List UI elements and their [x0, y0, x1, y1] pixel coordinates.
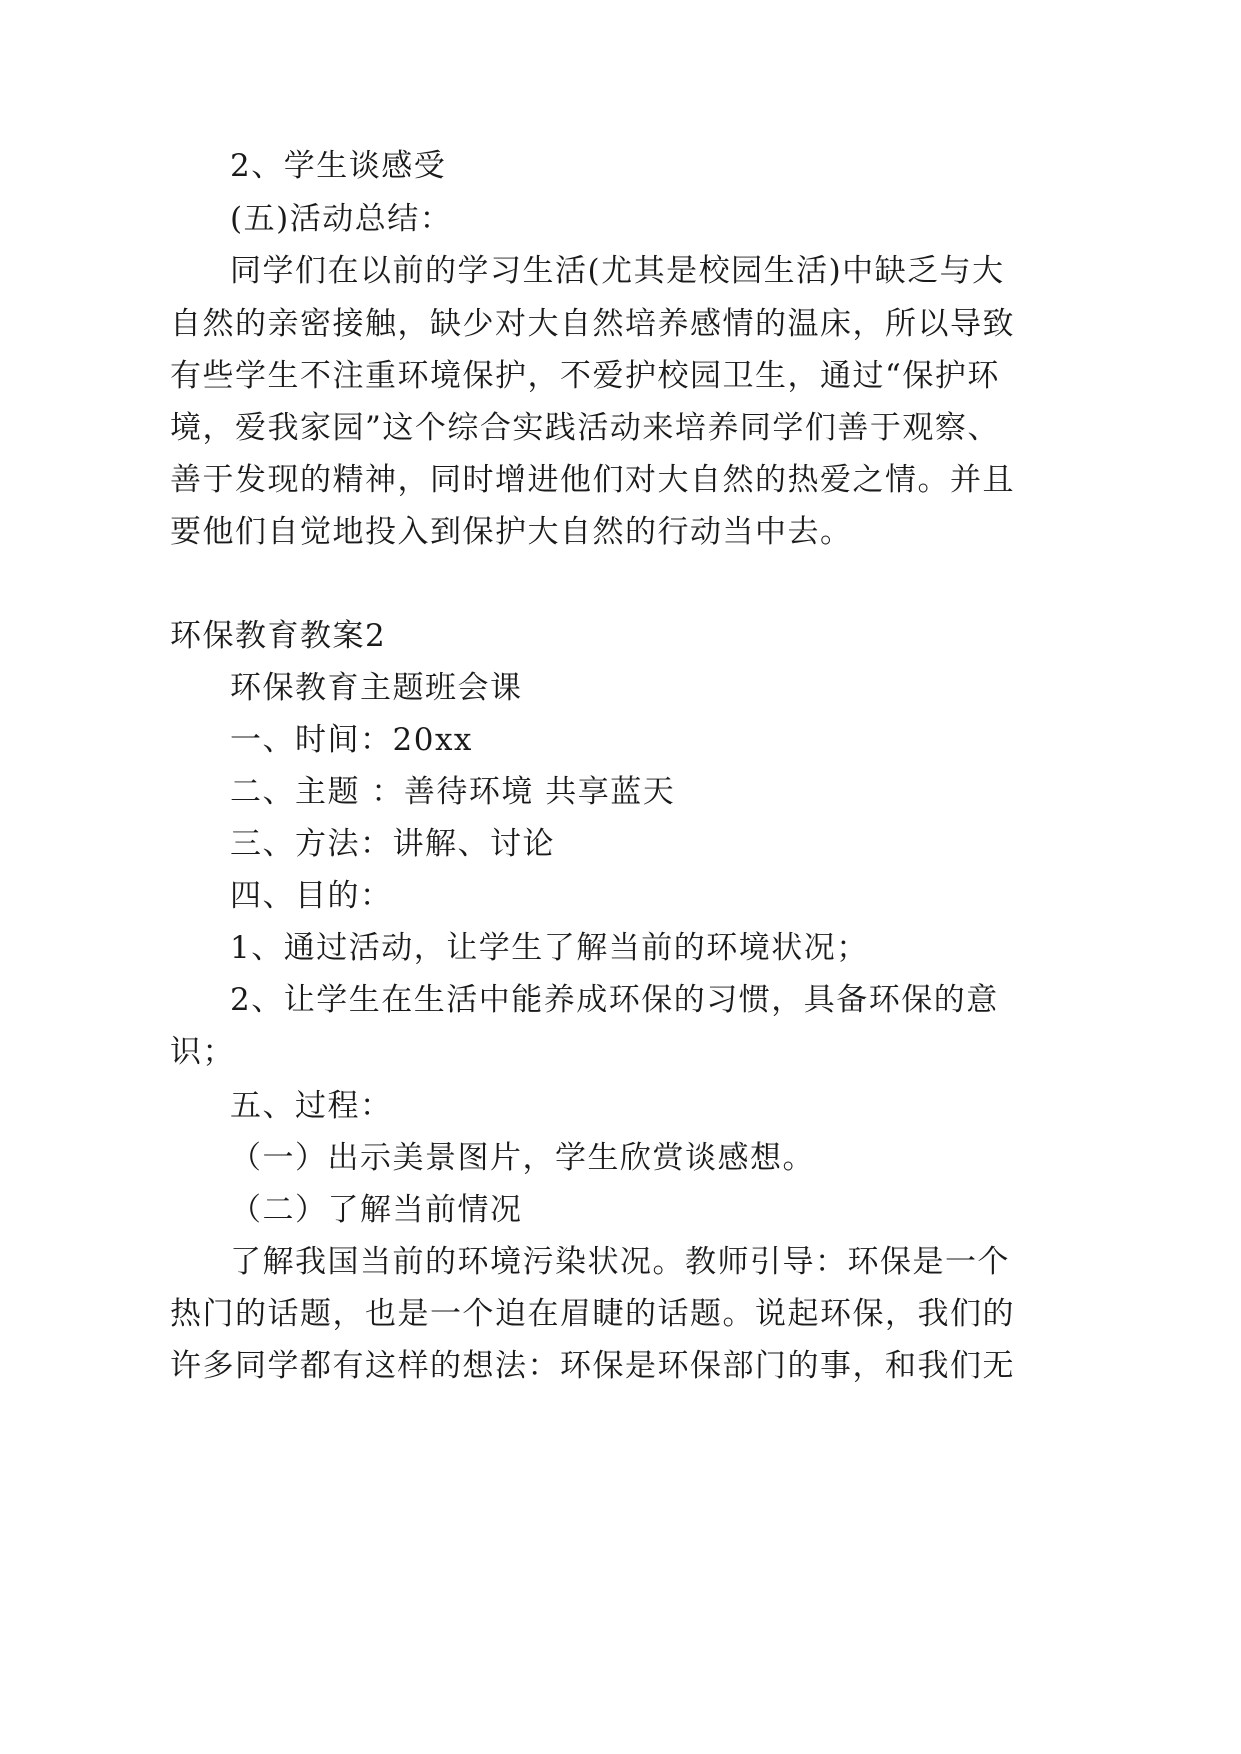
- summary-paragraph-line-1: 同学们在以前的学习生活(尤其是校园生活)中缺乏与大: [230, 253, 1005, 289]
- summary-paragraph-line-3: 有些学生不注重环境保护，不爱护校园卫生，通过“保护环: [170, 358, 1000, 394]
- item-2-student-feelings: 2、学生谈感受: [230, 148, 447, 184]
- process-heading: 五、过程：: [230, 1088, 393, 1124]
- purpose-item-2-line-2: 识；: [170, 1034, 235, 1070]
- method-line: 三、方法：讲解、讨论: [230, 826, 555, 862]
- lesson-plan-2-title: 环保教育教案2: [170, 618, 387, 654]
- summary-heading: (五)活动总结：: [230, 201, 453, 237]
- process-step-2: （二）了解当前情况: [230, 1192, 523, 1228]
- purpose-item-1: 1、通过活动，让学生了解当前的环境状况；: [230, 930, 869, 966]
- theme-line: 二、主题 ：善待环境 共享蓝天: [230, 774, 676, 810]
- lesson-subtitle: 环保教育主题班会课: [230, 670, 523, 706]
- summary-paragraph-line-6: 要他们自觉地投入到保护大自然的行动当中去。: [170, 514, 853, 550]
- process-paragraph-line-2: 热门的话题，也是一个迫在眉睫的话题。说起环保，我们的: [170, 1296, 1015, 1332]
- summary-paragraph-line-2: 自然的亲密接触，缺少对大自然培养感情的温床，所以导致: [170, 306, 1015, 342]
- process-step-1: （一）出示美景图片，学生欣赏谈感想。: [230, 1140, 815, 1176]
- summary-paragraph-line-5: 善于发现的精神，同时增进他们对大自然的热爱之情。并且: [170, 462, 1015, 498]
- process-paragraph-line-3: 许多同学都有这样的想法：环保是环保部门的事，和我们无: [170, 1348, 1015, 1384]
- time-line: 一、时间：20xx: [230, 722, 473, 758]
- purpose-heading: 四、目的：: [230, 878, 393, 914]
- process-paragraph-line-1: 了解我国当前的环境污染状况。教师引导：环保是一个: [230, 1244, 1010, 1280]
- summary-paragraph-line-4: 境，爱我家园”这个综合实践活动来培养同学们善于观察、: [170, 410, 1000, 446]
- purpose-item-2-line-1: 2、让学生在生活中能养成环保的习惯，具备环保的意: [230, 982, 999, 1018]
